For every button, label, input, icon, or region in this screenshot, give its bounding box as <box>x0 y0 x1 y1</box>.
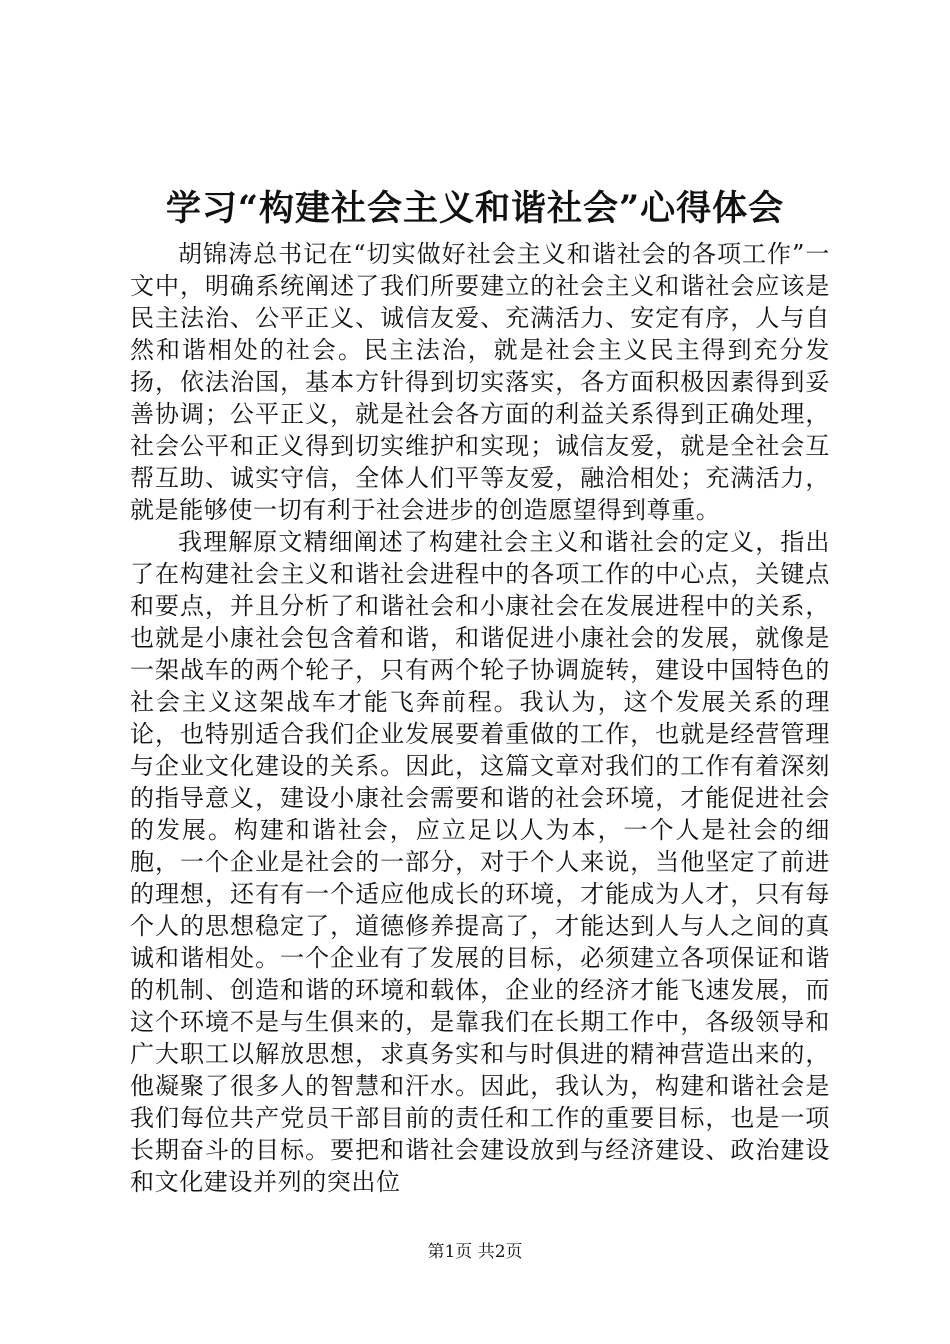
page-footer: 第1页 共2页 <box>427 1242 523 1262</box>
paragraph-2: 我理解原文精细阐述了构建社会主义和谐社会的定义，指出了在构建社会主义和谐社会进程中的各项工作的中心点，关键点和要点，并且分析了和谐社会和小康社会在发展进程中的关系，也就是小康社会包含着和谐，和谐促进小康社会的发展，就像是一架战车的两个轮子，只有两个轮子协调旋转，建设中国特色的社会主义这架战车才能飞奔前程。我认为，这个发展关系的理论，也特别适合我们企业发展要着重做的工作，也就是经营管理与企业文化建设的关系。因此，这篇文章对我们的工作有着深刻的指导意义，建设小康社会需要和谐的社会环境，才能促进社会的发展。构建和谐社会，应立足以人为本，一个人是社会的细胞，一个企业是社会的一部分，对于个人来说，当他坚定了前进的理想，还有有一个适应他成长的环境，才能成为人才，只有每个人的思想稳定了，道德修养提高了，才能达到人与人之间的真诚和谐相处。一个企业有了发展的目标，必须建立各项保证和谐的机制、创造和谐的环境和载体，企业的经济才能飞速发展，而这个环境不是与生俱来的，是靠我们在长期工作中，各级领导和广大职工以解放思想，求真务实和与时俱进的精神营造出来的，他凝聚了很多人的智慧和汗水。因此，我认为，构建和谐社会是我们每位共产党员干部目前的责任和工作的重要目标，也是一项长期奋斗的目标。要把和谐社会建设放到与经济建设、政治建设和文化建设并列的突出位 <box>130 528 830 1196</box>
paragraph-1: 胡锦涛总书记在“切实做好社会主义和谐社会的各项工作”一文中，明确系统阐述了我们所要建立的社会主义和谐社会应该是民主法治、公平正义、诚信友爱、充满活力、安定有序，人与自然和谐相处的社会。民主法治，就是社会主义民主得到充分发扬，依法治国，基本方针得到切实落实，各方面积极因素得到妥善协调；公平正义，就是社会各方面的利益关系得到正确处理，社会公平和正义得到切实维护和实现；诚信友爱，就是全社会互帮互助、诚实守信，全体人们平等友爱，融洽相处；充满活力，就是能够使一切有利于社会进步的创造愿望得到尊重。 <box>130 240 830 524</box>
document-title: 学习“构建社会主义和谐社会”心得体会 <box>165 188 785 229</box>
document-body <box>130 238 830 1198</box>
